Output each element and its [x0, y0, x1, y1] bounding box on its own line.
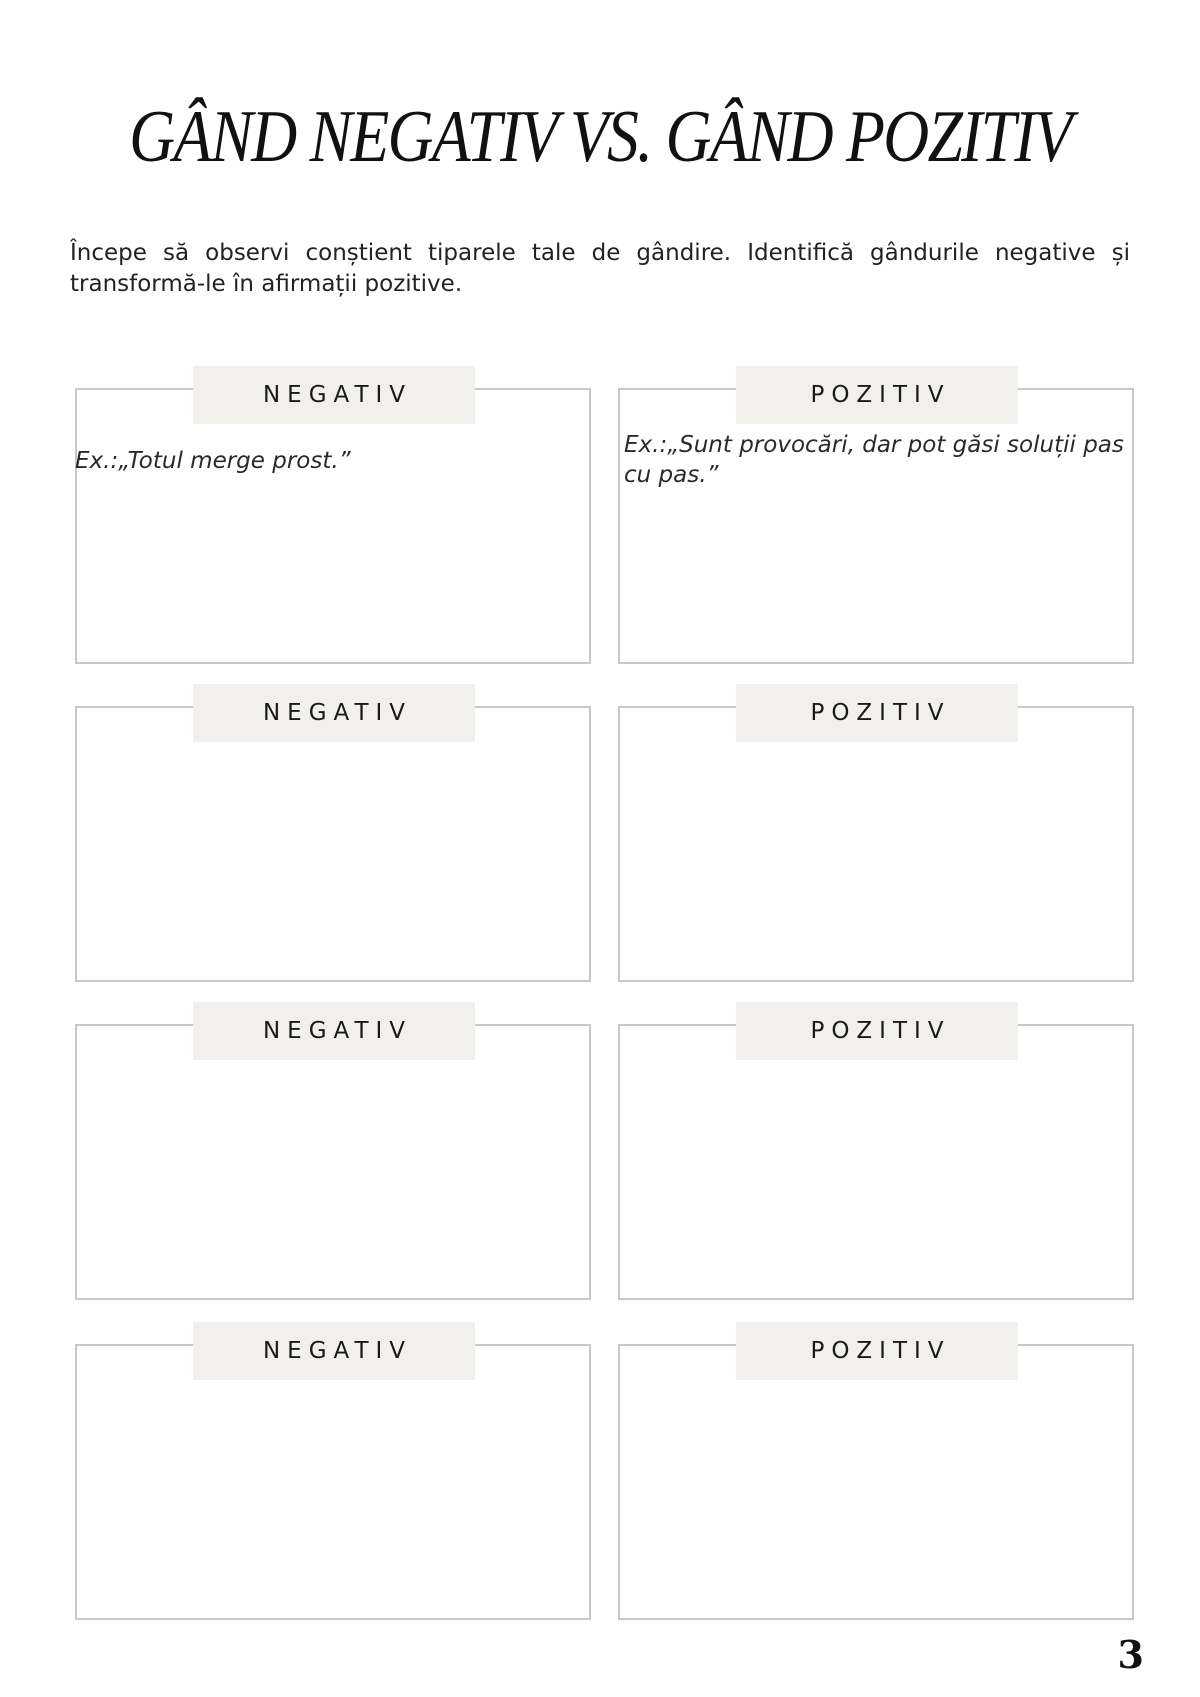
negative-thought-box-3[interactable]: [75, 1018, 591, 1300]
negative-thought-box-2[interactable]: [75, 700, 591, 982]
page-title: GÂND NEGATIV VS. GÂND POZITIV: [129, 96, 1071, 178]
negative-example-text: Ex.:„Totul merge prost.”: [75, 448, 351, 474]
positive-thought-box-1[interactable]: [618, 382, 1134, 664]
positive-label: POZITIV: [736, 366, 1018, 424]
page-number: 3: [1117, 1632, 1144, 1677]
negative-label: NEGATIV: [193, 684, 475, 742]
positive-label: POZITIV: [736, 1002, 1018, 1060]
positive-thought-box-2[interactable]: [618, 700, 1134, 982]
negative-thought-box-1[interactable]: [75, 382, 591, 664]
intro-text: Începe să observi conștient tiparele tale de gândire. Identifică gândurile negative și transformă-le în afirmații pozitive.: [70, 240, 1130, 297]
negative-label: NEGATIV: [193, 1002, 475, 1060]
positive-label: POZITIV: [736, 684, 1018, 742]
negative-label: NEGATIV: [193, 366, 475, 424]
positive-example-text: Ex.:„Sunt provocări, dar pot găsi soluții pas cu pas.”: [624, 432, 1124, 488]
positive-thought-box-3[interactable]: [618, 1018, 1134, 1300]
positive-label: POZITIV: [736, 1322, 1018, 1380]
positive-thought-box-4[interactable]: [618, 1338, 1134, 1620]
negative-label: NEGATIV: [193, 1322, 475, 1380]
negative-thought-box-4[interactable]: [75, 1338, 591, 1620]
